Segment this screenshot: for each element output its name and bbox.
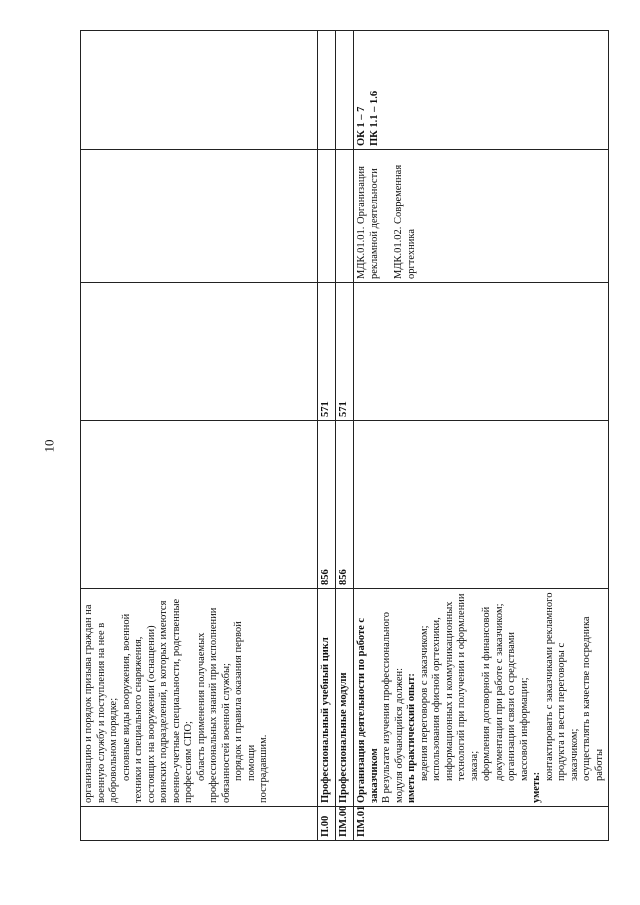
military-text-line: военную службу и поступления на нее в [95,622,107,803]
practice-heading: иметь практический опыт: [406,673,417,803]
military-text-line: профессиям СПО; [183,721,194,803]
code-cell [81,807,318,841]
table-row-military [81,31,318,841]
max-hours-cell [81,421,318,589]
code-cell: П.00 [318,807,336,841]
pm01-title: Организация деятельности по работе с заказчиком [356,617,380,803]
mdk-cell [318,150,336,283]
table-row-pm01 [354,31,609,841]
military-text-line: добровольном порядке; [108,697,119,803]
competency-pk: ПК 1.1 – 1.6 [368,90,380,146]
pm01-content-cell [354,589,609,807]
military-text-line: пострадавшим. [258,734,269,803]
skills-item: контактировать с заказчиками рекламного продукта и вести переговоры с заказчиком; [543,592,580,781]
mdk-cell [81,150,318,283]
military-text-line: основные виды вооружения, военной [120,613,132,781]
page-number: 10 [41,439,57,453]
practice-item: оформления договорной и финансовой документации при работе с заказчиком; [481,603,505,781]
max-hours-cell: 856 [318,421,336,589]
competency-cell [336,31,354,150]
mdk-item: МДК.01.01. Организация рекламной деятельности [356,166,380,279]
class-hours-cell [354,283,609,421]
military-text-line: воинских подразделений, в которых имеются [158,600,169,803]
military-text-line: область применения получаемых [195,632,207,781]
skills-item: осуществлять в качестве посредника работы [581,616,605,781]
name-cell: Профессиональный учебный цикл [318,589,336,807]
mdk-cell [336,150,354,283]
competency-cell [318,31,336,150]
practice-item: организации связи со средствами массовой информации; [506,632,530,781]
military-content-cell [81,589,318,807]
class-hours-cell [81,283,318,421]
practice-item: использования офисной оргтехники, информационных и коммуникационных технологий при получении и оформлении заказа; [431,593,480,781]
military-text-line: военно-учетные специальности, родственные [170,598,182,803]
class-hours-cell: 571 [336,283,354,421]
max-hours-cell [354,421,609,589]
curriculum-table [80,30,609,841]
max-hours-cell: 856 [336,421,354,589]
code-cell: ПМ.01 [354,807,609,841]
rotated-table-container [80,31,605,841]
name-cell: Профессиональные модули [336,589,354,807]
competency-ok: ОК 1 – 7 [356,106,367,146]
competency-cell [81,31,318,150]
military-text-line: техники и специального снаряжения, [133,636,144,803]
competency-cell [354,31,609,150]
code-cell: ПМ.00 [336,807,354,841]
mdk-cell [354,150,609,283]
military-text-line: порядок и правила оказания первой помощи [233,621,257,781]
pm01-intro: В результате изучения профессионального модуля обучающийся должен: [381,611,405,803]
military-text-line: состоящих на вооружении (оснащении) [145,625,157,803]
military-text-line: профессиональных знаний при исполнении [208,607,219,803]
skills-heading: уметь: [531,771,542,803]
class-hours-cell: 571 [318,283,336,421]
document-sheet [80,31,605,841]
table-row-prof-modules [336,31,354,841]
table-row-prof-cycle [318,31,336,841]
practice-item: ведения переговоров с заказчиком; [418,625,430,781]
mdk-item: МДК.01.02. Современная оргтехника [393,164,417,279]
military-text-line: организацию и порядок призыва граждан на [83,604,94,803]
military-text-line: обязанностей военной службы; [220,663,232,803]
